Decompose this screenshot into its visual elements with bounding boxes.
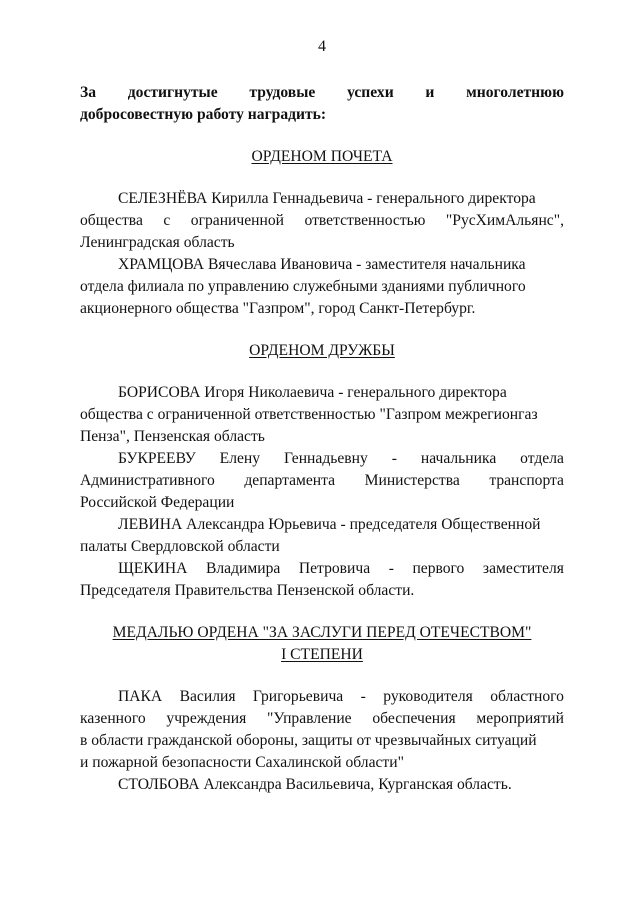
intro-line-2: добросовестную работу наградить:	[80, 106, 327, 123]
award-heading-degree: I СТЕПЕНИ	[281, 646, 363, 663]
award-heading-order-of-honour	[80, 146, 564, 168]
entry-word: казенного	[80, 710, 146, 727]
entry-line: СЕЛЕЗНЁВА Кирилла Геннадьевича - генерального директора	[118, 190, 536, 207]
award-heading-medal-of-merit	[80, 622, 564, 666]
award-heading-text: МЕДАЛЬЮ ОРДЕНА "ЗА ЗАСЛУГИ ПЕРЕД ОТЕЧЕСТВОМ"	[112, 624, 532, 641]
entry-line: общества с ограниченной ответственностью "Газпром межрегионгаз	[80, 406, 538, 423]
award-entry	[80, 558, 564, 602]
intro-line-1	[80, 82, 564, 104]
entry-word: заместителя	[482, 560, 564, 577]
entry-line: акционерного общества "Газпром", город Санкт-Петербург.	[80, 300, 476, 317]
award-entry	[80, 382, 564, 448]
award-entry	[80, 774, 564, 796]
entry-word: с	[163, 212, 171, 229]
entry-word: "РусХимАльянс",	[445, 212, 564, 229]
entry-word: отдела	[520, 450, 564, 467]
entry-word: БУКРЕЕВУ	[118, 450, 196, 467]
award-entry	[80, 448, 564, 514]
award-entry	[80, 188, 564, 254]
entry-line: СТОЛБОВА Александра Васильевича, Курганская область.	[118, 776, 512, 793]
entry-line	[80, 558, 564, 580]
award-heading-text: ОРДЕНОМ ПОЧЕТА	[251, 148, 393, 165]
entry-word: общества	[80, 212, 143, 229]
award-heading-text: ОРДЕНОМ ДРУЖБЫ	[249, 342, 395, 359]
entry-line: Ленинградская область	[80, 234, 235, 251]
intro-paragraph	[80, 82, 564, 126]
entry-word: учреждения	[166, 710, 247, 727]
entry-word: Министерства	[364, 472, 460, 489]
entry-word: департамента	[244, 472, 336, 489]
entry-line: палаты Свердловской области	[80, 538, 280, 555]
entry-line: БОРИСОВА Игоря Николаевича - генерального директора	[118, 384, 507, 401]
intro-word: За	[80, 84, 97, 101]
page-number: 4	[318, 38, 326, 55]
entry-line	[80, 470, 564, 492]
intro-word: достигнутые	[127, 84, 218, 101]
entry-word: ЩЕКИНА	[118, 560, 188, 577]
award-entry	[80, 686, 564, 774]
entry-word: обеспечения	[372, 710, 456, 727]
entry-word: транспорта	[489, 472, 564, 489]
entry-word: мероприятий	[476, 710, 564, 727]
entry-word: Василия	[179, 688, 236, 705]
entry-line	[80, 686, 564, 708]
intro-word: и	[425, 84, 435, 101]
intro-word: трудовые	[249, 84, 316, 101]
entry-line: и пожарной безопасности Сахалинской области"	[80, 754, 404, 771]
entry-word: начальника	[420, 450, 497, 467]
entry-word: ответственностью	[304, 212, 426, 229]
entry-line: Пенза", Пензенская область	[80, 428, 265, 445]
entry-word: Административного	[80, 472, 215, 489]
entry-word: ПАКА	[118, 688, 163, 705]
entry-word: областного	[490, 688, 564, 705]
entry-word: ограниченной	[190, 212, 284, 229]
entry-word: -	[388, 560, 394, 577]
entry-word: Петровича	[298, 560, 371, 577]
entry-line: Российской Федерации	[80, 494, 235, 511]
entry-line: ЛЕВИНА Александра Юрьевича - председателя Общественной	[118, 516, 541, 533]
intro-word: многолетнюю	[466, 84, 564, 101]
entry-word: Елену	[219, 450, 261, 467]
entry-line: отдела филиала по управлению служебными зданиями публичного	[80, 278, 526, 295]
entry-word: первого	[412, 560, 465, 577]
entry-line	[80, 708, 564, 730]
award-entry	[80, 254, 564, 320]
entry-word: -	[360, 688, 366, 705]
entry-word: руководителя	[383, 688, 473, 705]
entry-line: ХРАМЦОВА Вячеслава Ивановича - заместителя начальника	[118, 256, 526, 273]
entry-word: Владимира	[206, 560, 281, 577]
intro-word: успехи	[347, 84, 394, 101]
entry-line	[80, 448, 564, 470]
award-entry	[80, 514, 564, 558]
entry-line: в области гражданской обороны, защиты от чрезвычайных ситуаций	[80, 732, 537, 749]
entry-line	[80, 210, 564, 232]
entry-word: Геннадьевну	[283, 450, 368, 467]
entry-word: "Управление	[267, 710, 352, 727]
entry-word: Григорьевича	[252, 688, 344, 705]
entry-word: -	[391, 450, 397, 467]
entry-line: Председателя Правительства Пензенской области.	[80, 582, 415, 599]
award-heading-order-of-friendship	[80, 340, 564, 362]
